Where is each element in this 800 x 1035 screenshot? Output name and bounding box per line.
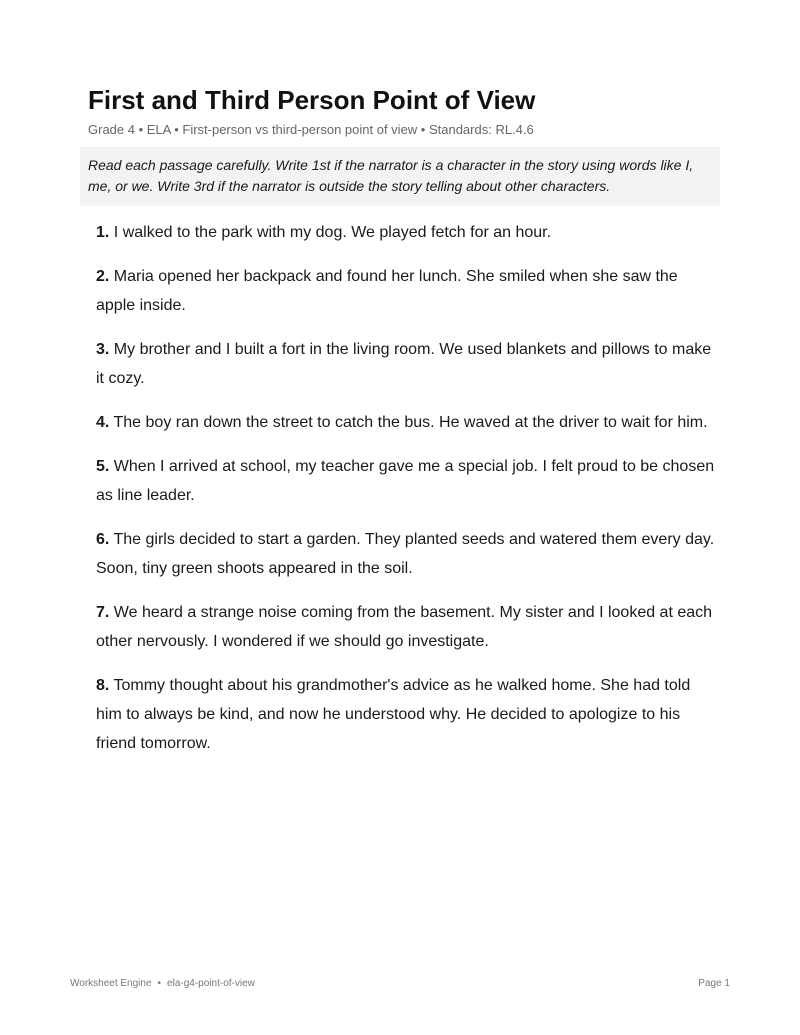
question-item: [96, 598, 720, 656]
question-text: I walked to the park with my dog. We played fetch for an hour.: [113, 224, 552, 241]
question-number: 1.: [96, 224, 110, 241]
question-number: 8.: [96, 677, 110, 694]
question-item: [96, 525, 720, 583]
page-title: First and Third Person Point of View: [88, 85, 536, 115]
footer-source: [70, 978, 255, 989]
question-text: We heard a strange noise coming from the basement. My sister and I looked at each other nervously. I wondered if we should go investigate.: [96, 604, 713, 650]
question-number: 7.: [96, 604, 110, 621]
question-number: 3.: [96, 341, 110, 358]
instructions-box: Read each passage carefully. Write 1st if the narrator is a character in the story using words like I, me, or we. Write 3rd if the narrator is outside the story telling about other characters.: [80, 147, 720, 206]
question-item: [96, 452, 720, 510]
question-item: [96, 335, 720, 393]
question-text: The girls decided to start a garden. They planted seeds and watered them every day. Soon, tiny green shoots appeared in the soil.: [96, 531, 715, 577]
question-item: [96, 218, 720, 247]
worksheet-meta: Grade 4 • ELA • First-person vs third-person point of view • Standards: RL.4.6: [88, 122, 534, 137]
question-number: 6.: [96, 531, 110, 548]
worksheet-content: [80, 82, 720, 773]
question-text: The boy ran down the street to catch the bus. He waved at the driver to wait for him.: [113, 414, 708, 431]
question-number: 4.: [96, 414, 110, 431]
footer-page-number: Page 1: [698, 978, 730, 989]
question-item: [96, 671, 720, 758]
question-text: Maria opened her backpack and found her lunch. She smiled when she saw the apple inside.: [96, 268, 678, 314]
question-text: My brother and I built a fort in the living room. We used blankets and pillows to make it cozy.: [96, 341, 712, 387]
footer-engine: Worksheet Engine: [70, 978, 152, 989]
footer-slug: ela-g4-point-of-view: [167, 978, 255, 989]
question-text: When I arrived at school, my teacher gave me a special job. I felt proud to be chosen as line leader.: [96, 458, 715, 504]
question-number: 5.: [96, 458, 110, 475]
question-number: 2.: [96, 268, 110, 285]
question-item: [96, 408, 720, 437]
question-item: [96, 262, 720, 320]
footer-separator: •: [157, 978, 162, 989]
question-text: Tommy thought about his grandmother's advice as he walked home. She had told him to always be kind, and now he understood why. He decided to apologize to his friend tomorrow.: [96, 677, 691, 752]
question-list: [80, 218, 720, 758]
